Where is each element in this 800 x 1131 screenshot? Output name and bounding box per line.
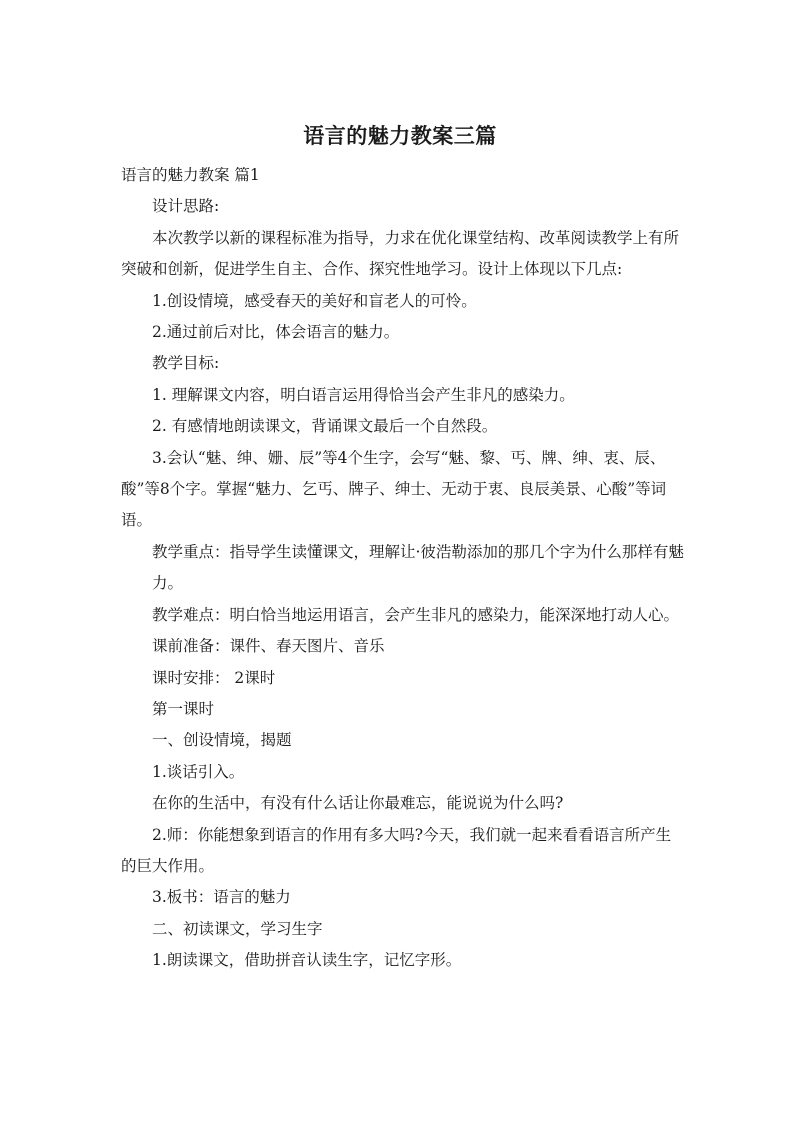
paragraph: 第一课时 [152, 699, 215, 718]
section-heading: 语言的魅力教案 篇1 [121, 166, 260, 184]
paragraph: 设计思路: [152, 197, 220, 216]
paragraph: 1. 理解课文内容，明白语言运用得恰当会产生非凡的感染力。 [152, 385, 575, 404]
paragraph: 2. 有感情地朗读课文，背诵课文最后一个自然段。 [152, 417, 498, 436]
paragraph: 3.板书：语言的魅力 [152, 888, 291, 907]
paragraph: 一、创设情境，揭题 [152, 731, 292, 750]
paragraph: 本次教学以新的课程标准为指导，力求在优化课堂结构、改革阅读教学上有所突破和创新，促进学生自主、合作、探究性地学习。设计上体现以下几点: [121, 228, 680, 279]
document-title: 语言的魅力教案三篇 [303, 124, 497, 148]
document-body [121, 160, 686, 977]
paragraph: 教学重点：指导学生读懂课文，理解让·彼浩勒添加的那几个字为什么那样有魅 [152, 542, 684, 561]
paragraph: 1.创设情境，感受春天的美好和盲老人的可怜。 [152, 291, 477, 310]
paragraph: 课时安排： 2课时 [152, 668, 276, 687]
paragraph: 力。 [152, 574, 184, 593]
paragraph: 2.通过前后对比，体会语言的魅力。 [152, 323, 400, 342]
paragraph: 2.师：你能想象到语言的作用有多大吗?今天，我们就一起来看看语言所产生的巨大作用。 [121, 825, 672, 875]
paragraph: 教学难点：明白恰当地运用语言，会产生非凡的感染力，能深深地打动人心。 [152, 605, 680, 624]
paragraph: 1.朗读课文，借助拼音认读生字，记忆字形。 [152, 951, 462, 970]
paragraph: 课前准备：课件、春天图片、音乐 [152, 637, 385, 656]
paragraph: 在你的生活中，有没有什么话让你最难忘，能说说为什么吗? [152, 794, 564, 813]
paragraph: 二、初读课文，学习生字 [152, 919, 323, 938]
paragraph: 3.会认“魅、绅、姗、辰”等4个生字，会写“魅、黎、丐、牌、绅、衷、辰、酸”等8个字。掌握“魅力、乞丐、牌子、绅士、无动于衷、良辰美景、心酸”等词语。 [121, 448, 667, 530]
paragraph: 1.谈话引入。 [152, 762, 245, 781]
paragraph: 教学目标: [152, 354, 220, 373]
